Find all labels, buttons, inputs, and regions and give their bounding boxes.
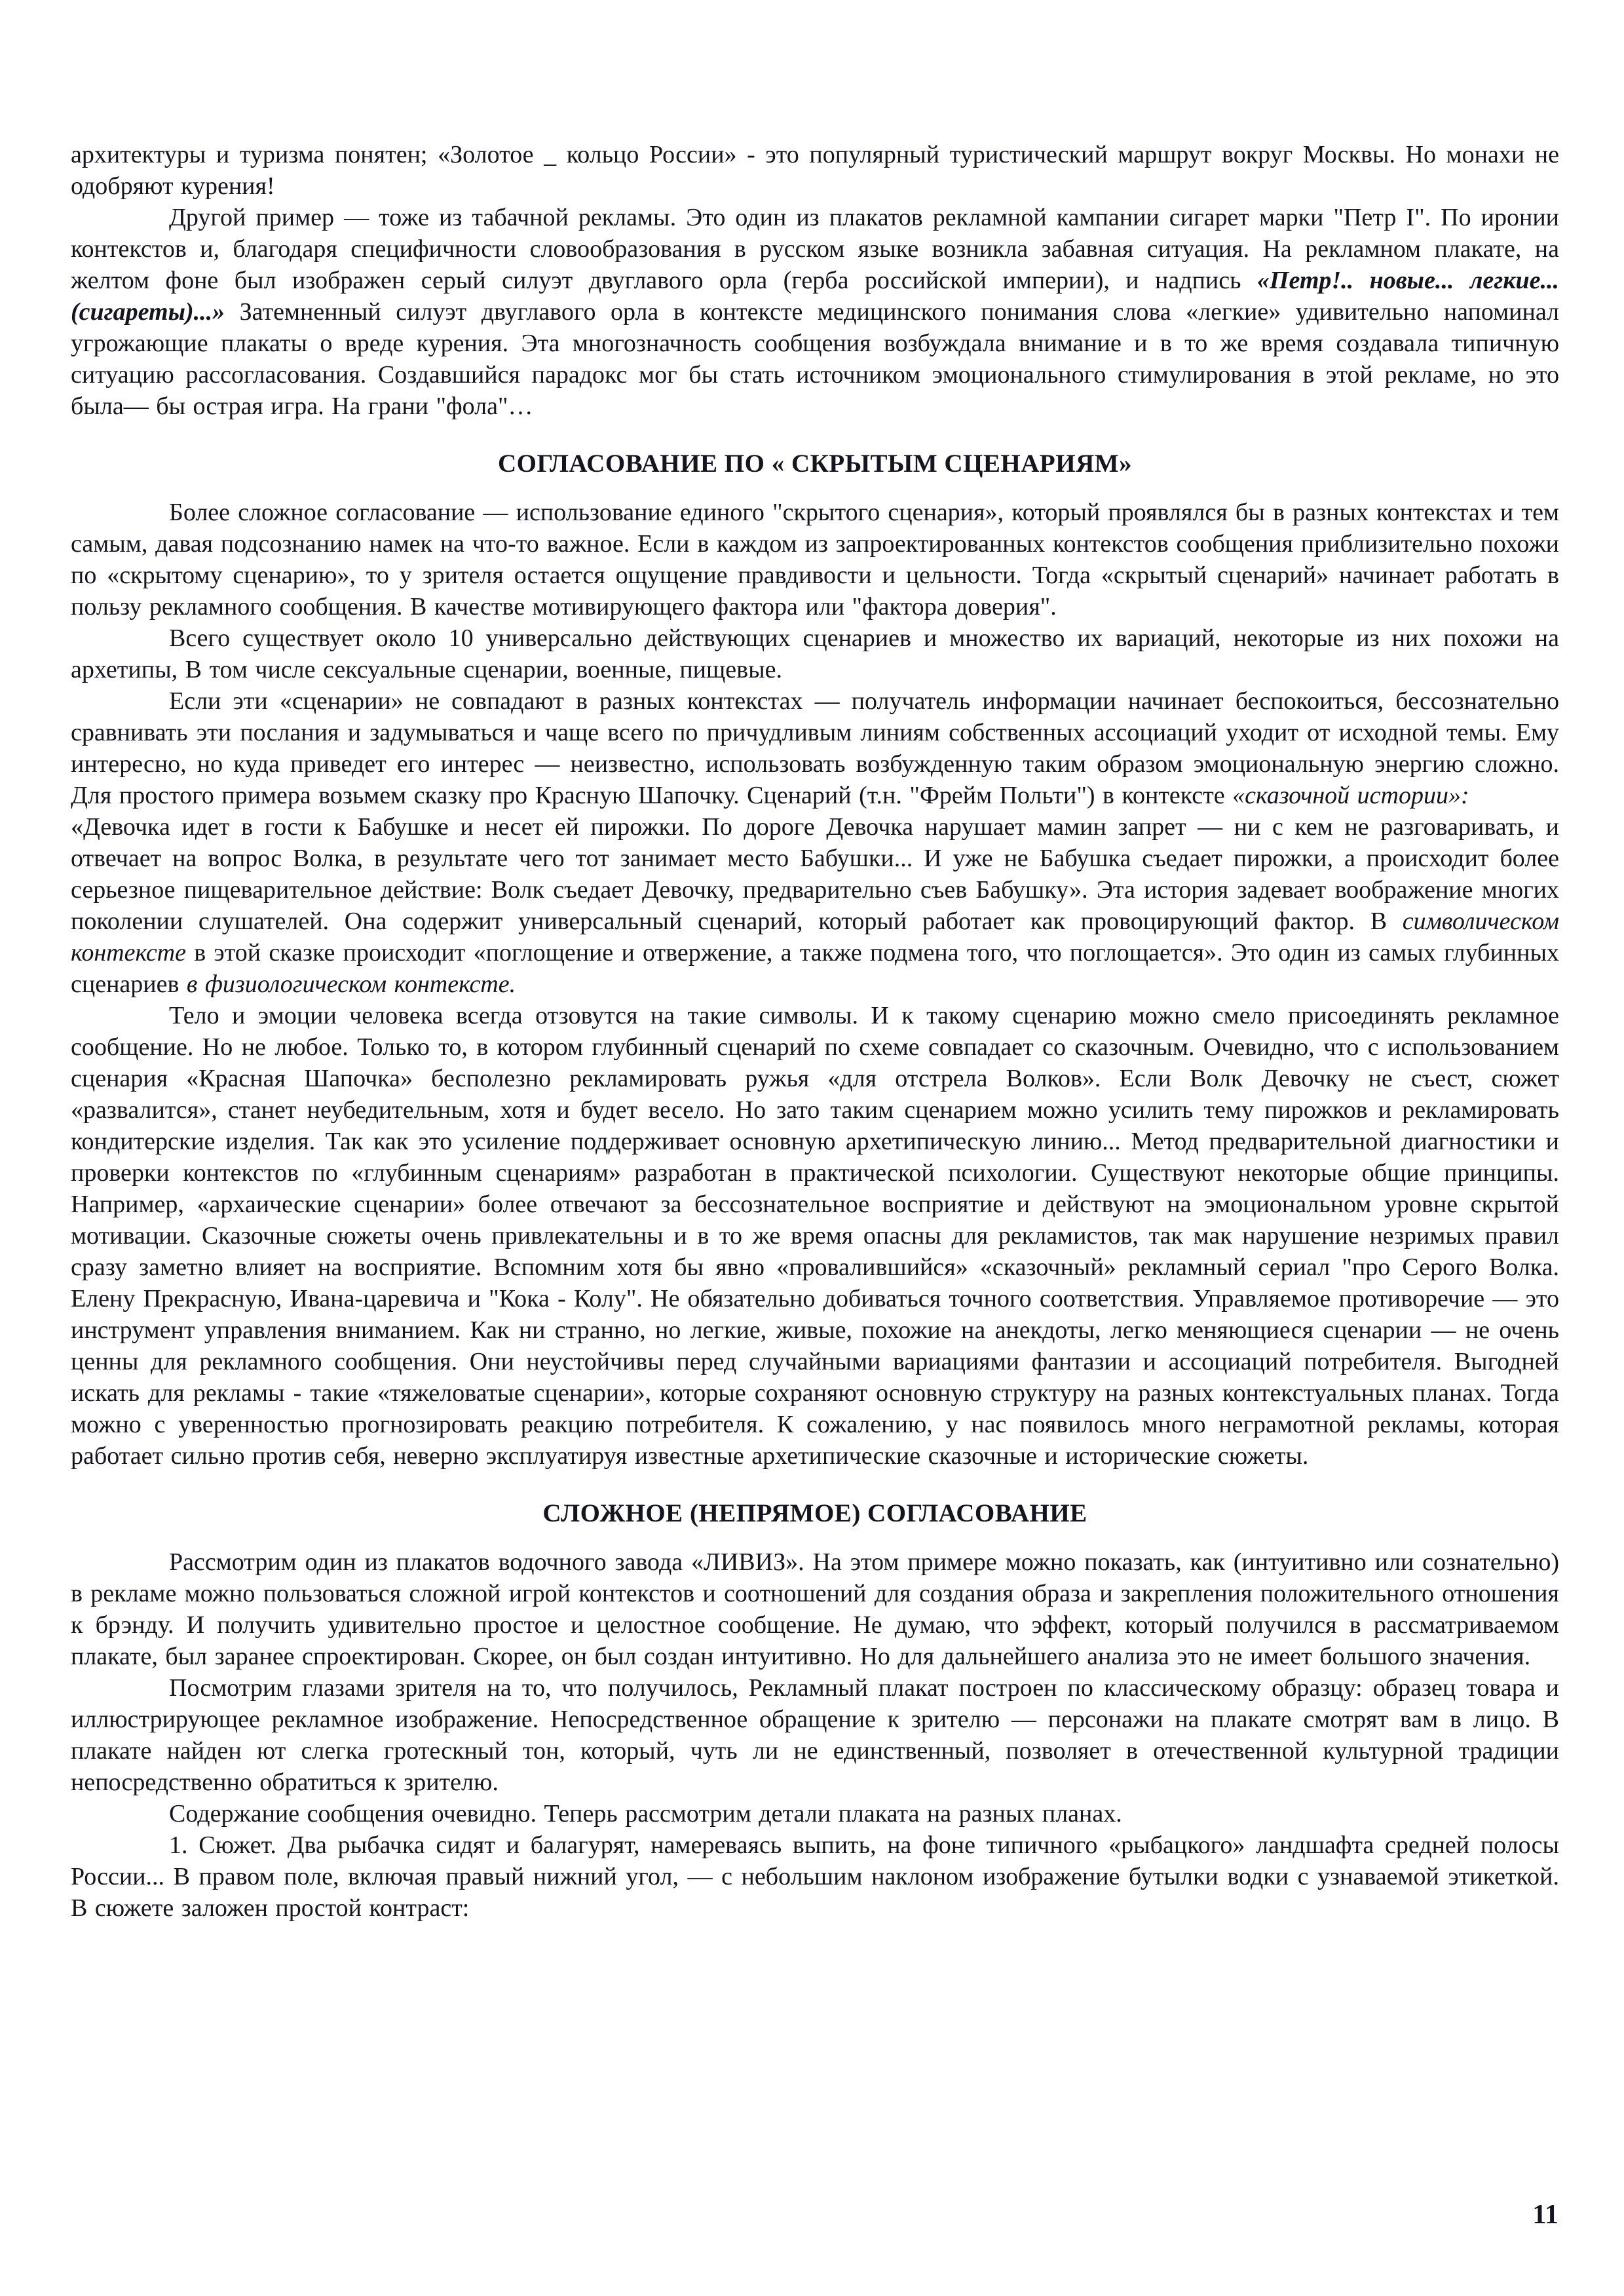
text-run-emphasis: «сказочной истории»: <box>1232 782 1469 809</box>
paragraph <box>71 497 1559 622</box>
text-run-emphasis: символическом контексте <box>71 908 1559 966</box>
text-column <box>71 139 1559 1924</box>
text-run: Другой пример — тоже из табачной рекламы. Это один из плакатов рекламной кампании сигарет марки "Петр I". По иронии контекстов и, благодаря специфичности словообразования в русском языке возникла забавная ситуация. На рекламном плакате, на желтом фоне был изображен серый силуэт двуглавого орла (герба российской империи), и надпись <box>71 204 1559 294</box>
text-run: Всего существует около 10 универсально действующих сценариев и множество их вариаций, некоторые из них похожи на архетипы, В том числе сексуальные сценарии, военные, пищевые. <box>71 624 1559 683</box>
paragraph <box>71 685 1559 811</box>
text-run: Затемненный силуэт двуглавого орла в контексте медицинского понимания слова «легкие» удивительно напоминал угрожающие плакаты о вреде курения. Эта многозначность сообщения возбуждала внимание и в то же время создавала типичную ситуацию рассогласования. Создавшийся парадокс мог бы стать источником эмоционального стимулирования в этой рекламе, но это была— бы острая игра. На грани "фола"… <box>71 298 1559 420</box>
paragraph <box>71 811 1559 1000</box>
section-heading-complex-agreement: СЛОЖНОЕ (НЕПРЯМОЕ) СОГЛАСОВАНИЕ <box>542 1499 1087 1527</box>
text-run: «Девочка идет в гости к Бабушке и несет ей пирожки. По дороге Девочка нарушает мамин запрет — ни с кем не разговаривать, и отвечает на вопрос Волка, в результате чего тот занимает место Бабушки... И уже не Бабушка съедает пирожки, а происходит более серьезное пищеварительное действие: Волк съедает Девочку, предварительно съев Бабушку». Эта история задевает воображение многих поколении слушателей. Она содержит универсальный сценарий, который работает как провоцирующий фактор. В <box>71 813 1559 935</box>
text-run: 1. Сюжет. Два рыбачка сидят и балагурят, намереваясь выпить, на фоне типичного «рыбацкого» ландшафта средней полосы России... В правом поле, включая правый нижний угол, — с небольшим наклоном изображение бутылки водки с узнаваемой этикеткой. В сюжете заложен простой контраст: <box>71 1831 1559 1922</box>
text-run: Если эти «сценарии» не совпадают в разных контекстах — получатель информации начинает беспокоиться, бессознательно сравнивать эти послания и задумываться и чаще всего по причудливым линиям собственных ассоциаций уходит от исходной темы. Ему интересно, но куда приведет его интерес — неизвестно, использовать возбужденную таким образом эмоциональную энергию сложно. Для простого примера возьмем сказку про Красную Шапочку. Сценарий (т.н. "Фрейм Польти") в контексте <box>71 687 1559 809</box>
text-run-emphasis: «Петр!.. новые... легкие... (сигареты)...» <box>71 267 1560 326</box>
paragraph <box>71 1829 1559 1924</box>
paragraph <box>71 1000 1559 1472</box>
paragraph <box>71 139 1559 202</box>
text-run: Содержание сообщения очевидно. Теперь рассмотрим детали плаката на разных планах. <box>169 1800 1122 1827</box>
text-run: в этой сказке происходит «поглощение и отвержение, а также подмена того, что поглощается». Это один из самых глубинных сценариев <box>71 939 1559 998</box>
paragraph <box>71 1546 1559 1672</box>
text-run: Тело и эмоции человека всегда отзовутся на такие символы. И к такому сценарию можно смело присоединять рекламное сообщение. Но не любое. Только то, в котором глубинный сценарий по схеме совпадает со сказочным. Очевидно, что с использованием сценария «Красная Шапочка» бесполезно рекламировать ружья «для отстрела Волков». Если Волк Девочку не съест, сюжет «развалится», станет неубедительным, хотя и будет весело. Но зато таким сценарием можно усилить тему пирожков и рекламировать кондитерские изделия. Так как это усиление поддерживает основную архетипическую линию... Метод предварительной диагностики и проверки контекстов по «глубинным сценариям» разработан в практической психологии. Существуют некоторые общие принципы. Например, «архаические сценарии» более отвечают за бессознательное восприятие и действуют на эмоциональном уровне скрытой мотивации. Сказочные сюжеты очень привлекательны и в то же время опасны для рекламистов, так мак нарушение незримых правил сразу заметно влияет на восприятие. Вспомним хотя бы явно «провалившийся» «сказочный» рекламный сериал "про Серого Волка. Елену Прекрасную, Ивана-царевича и "Кока - Колу". Не обязательно добиваться точного соответствия. Управляемое противоречие — это инструмент управления вниманием. Как ни странно, но легкие, живые, похожие на анекдоты, легко меняющиеся сценарии — не очень ценны для рекламного сообщения. Они неустойчивы перед случайными вариациями фантазии и ассоциаций потребителя. Выгодней искать для рекламы - такие «тяжеловатые сценарии», которые сохраняют основную структуру на разных контекстуальных планах. Тогда можно с уверенностью прогнозировать реакцию потребителя. К сожалению, у нас появилось много неграмотной рекламы, которая работает сильно против себя, неверно эксплуатируя известные архетипические сказочные и исторические сюжеты. <box>71 1002 1559 1470</box>
text-run: Рассмотрим один из плакатов водочного завода «ЛИВИЗ». На этом примере можно показать, как (интуитивно или сознательно) в рекламе можно пользоваться сложной игрой контекстов и соотношений для создания образа и закрепления положительного отношения к брэнду. И получить удивительно простое и целостное сообщение. Не думаю, что эффект, который получился в рассматриваемом плакате, был заранее спроектирован. Скорее, он был создан интуитивно. Но для дальнейшего анализа это не имеет большого значения. <box>71 1548 1559 1670</box>
section-heading-hidden-scenarios: СОГЛАСОВАНИЕ ПО « СКРЫТЫМ СЦЕНАРИЯМ» <box>497 450 1133 478</box>
text-run-emphasis: в физиологическом контексте. <box>186 970 516 998</box>
paragraph <box>71 202 1559 422</box>
text-run: Посмотрим глазами зрителя на то, что получилось, Рекламный плакат построен по классическому образцу: образец товара и иллюстрирующее рекламное изображение. Непосредственное обращение к зрителю — персонажи на плакате смотрят вам в лицо. В плакате найден ют слегка гротескный тон, который, чуть ли не единственный, позволяет в отечественной культурной традиции непосредственно обратиться к зрителю. <box>71 1674 1559 1796</box>
paragraph <box>71 622 1559 685</box>
page-number: 11 <box>1532 2200 1558 2230</box>
paragraph <box>71 1672 1559 1798</box>
paragraph <box>71 1798 1559 1829</box>
text-run: Более сложное согласование — использование единого "скрытого сценария», который проявлялся бы в разных контекстах и тем самым, давая подсознанию намек на что-то важное. Если в каждом из запроектированных контекстов сообщения приблизительно похожи по «скрытому сценарию», то у зрителя остается ощущение правдивости и цельности. Тогда «скрытый сценарий» начинает работать в пользу рекламного сообщения. В качестве мотивирующего фактора или "фактора доверия". <box>71 499 1559 621</box>
text-run: архитектуры и туризма понятен; «Золотое _ кольцо России» - это популярный туристический маршрут вокруг Москвы. Но монахи не одобряют курения! <box>71 141 1559 200</box>
